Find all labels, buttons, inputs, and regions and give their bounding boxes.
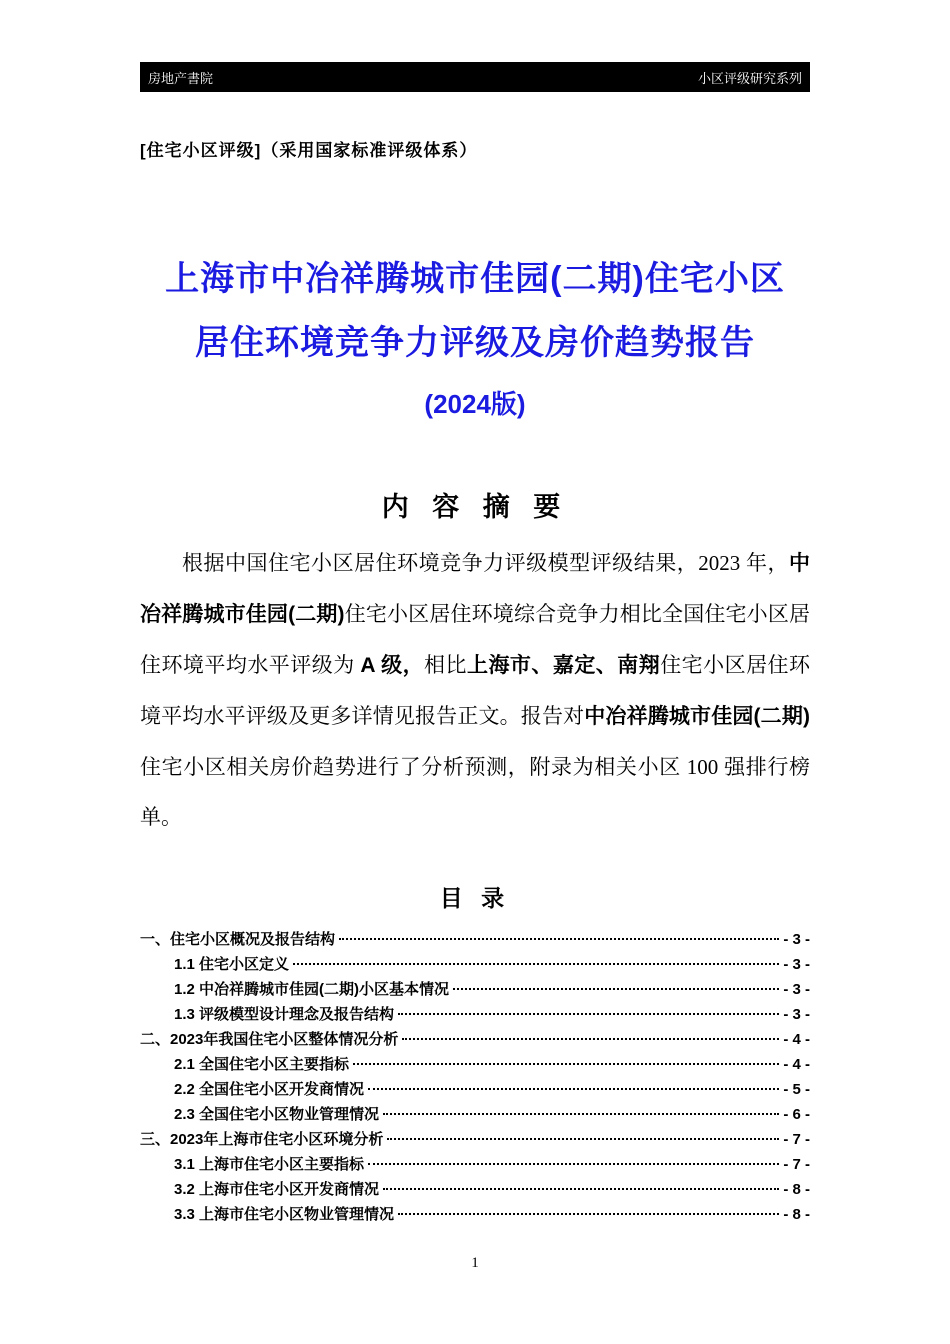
toc-dotted-leader xyxy=(402,1038,779,1040)
toc-dotted-leader xyxy=(398,1213,779,1215)
toc-entry xyxy=(140,1102,810,1127)
toc-entry xyxy=(140,1002,810,1027)
toc-entry-label: 1.1 住宅小区定义 xyxy=(174,956,290,973)
summary-paragraph xyxy=(140,538,810,842)
rating-system-note: [住宅小区评级]（采用国家标准评级体系） xyxy=(140,141,478,160)
toc-dotted-leader xyxy=(387,1138,779,1140)
toc-entry xyxy=(140,1077,810,1102)
toc-entry xyxy=(140,927,810,952)
toc-entry xyxy=(140,952,810,977)
toc-heading: 目 录 xyxy=(439,885,511,911)
toc-dotted-leader xyxy=(339,938,779,940)
toc-entry-label: 1.2 中冶祥腾城市佳园(二期)小区基本情况 xyxy=(174,981,450,998)
toc-entry-page: - 3 - xyxy=(783,981,810,998)
toc-entry-page: - 8 - xyxy=(783,1206,810,1223)
page-header-band xyxy=(140,62,810,92)
toc-entry-page: - 3 - xyxy=(783,931,810,948)
toc-dotted-leader xyxy=(368,1163,779,1165)
toc-entry-page: - 5 - xyxy=(783,1081,810,1098)
toc-entry-page: - 3 - xyxy=(783,956,810,973)
toc-entry-label: 3.1 上海市住宅小区主要指标 xyxy=(174,1156,365,1173)
toc-entry-page: - 6 - xyxy=(783,1106,810,1123)
toc-entry xyxy=(140,1127,810,1152)
toc-entry-page: - 8 - xyxy=(783,1181,810,1198)
summary-text-emphasis: 中冶祥腾城市佳园(二期) xyxy=(584,705,810,728)
toc-dotted-leader xyxy=(453,988,779,990)
toc-entry-page: - 4 - xyxy=(783,1056,810,1073)
report-title-line-2: 居住环境竞争力评级及房价趋势报告 xyxy=(195,324,755,362)
toc-entry xyxy=(140,1202,810,1227)
toc-entry-page: - 3 - xyxy=(783,1006,810,1023)
toc-entry-page: - 7 - xyxy=(783,1156,810,1173)
toc-entry-label: 2.2 全国住宅小区开发商情况 xyxy=(174,1081,365,1098)
report-edition: (2024版) xyxy=(424,389,526,419)
summary-text: 根据中国住宅小区居住环境竞争力评级模型评级结果，2023 年， xyxy=(182,551,789,575)
header-series-left: 房地产書院 xyxy=(148,70,214,86)
toc-entry xyxy=(140,1152,810,1177)
table-of-contents xyxy=(140,927,810,1227)
toc-entry-label: 三、2023年上海市住宅小区环境分析 xyxy=(140,1131,384,1148)
page-number: 1 xyxy=(471,1255,479,1271)
summary-text: 住宅小区居住环境平均水平评级及更多详情见报告正文。报告对 xyxy=(140,653,811,728)
summary-text-emphasis: A 级， xyxy=(360,654,425,677)
toc-entry-label: 1.3 评级模型设计理念及报告结构 xyxy=(174,1006,395,1023)
toc-entry-label: 2.3 全国住宅小区物业管理情况 xyxy=(174,1106,380,1123)
summary-text-emphasis: 上海市、嘉定、南翔 xyxy=(466,654,661,677)
summary-text-emphasis: 中冶祥腾城市佳园(二期) xyxy=(140,552,810,626)
toc-dotted-leader xyxy=(383,1188,779,1190)
summary-text: 住宅小区居住环境综合竞争力相比全国住宅小区居住环境平均水平评级为 xyxy=(140,602,810,677)
report-title-line-1: 上海市中冶祥腾城市佳园(二期)住宅小区 xyxy=(165,260,785,298)
toc-dotted-leader xyxy=(293,963,779,965)
toc-entry-label: 3.2 上海市住宅小区开发商情况 xyxy=(174,1181,380,1198)
toc-dotted-leader xyxy=(353,1063,779,1065)
header-series-right: 小区评级研究系列 xyxy=(697,70,802,86)
toc-entry xyxy=(140,977,810,1002)
report-title-block xyxy=(140,247,810,429)
toc-dotted-leader xyxy=(398,1013,779,1015)
summary-text: 住宅小区相关房价趋势进行了分析预测，附录为相关小区 100 强排行榜单。 xyxy=(140,755,810,829)
toc-entry-label: 2.1 全国住宅小区主要指标 xyxy=(174,1056,350,1073)
toc-entry xyxy=(140,1177,810,1202)
toc-entry xyxy=(140,1027,810,1052)
toc-entry-label: 一、住宅小区概况及报告结构 xyxy=(140,931,336,948)
toc-dotted-leader xyxy=(383,1113,779,1115)
toc-entry-label: 二、2023年我国住宅小区整体情况分析 xyxy=(140,1031,399,1048)
toc-entry-label: 3.3 上海市住宅小区物业管理情况 xyxy=(174,1206,395,1223)
toc-entry-page: - 4 - xyxy=(783,1031,810,1048)
toc-entry-page: - 7 - xyxy=(783,1131,810,1148)
summary-heading: 内 容 摘 要 xyxy=(381,492,569,522)
summary-text: 相比 xyxy=(424,653,467,677)
toc-dotted-leader xyxy=(368,1088,779,1090)
toc-entry xyxy=(140,1052,810,1077)
